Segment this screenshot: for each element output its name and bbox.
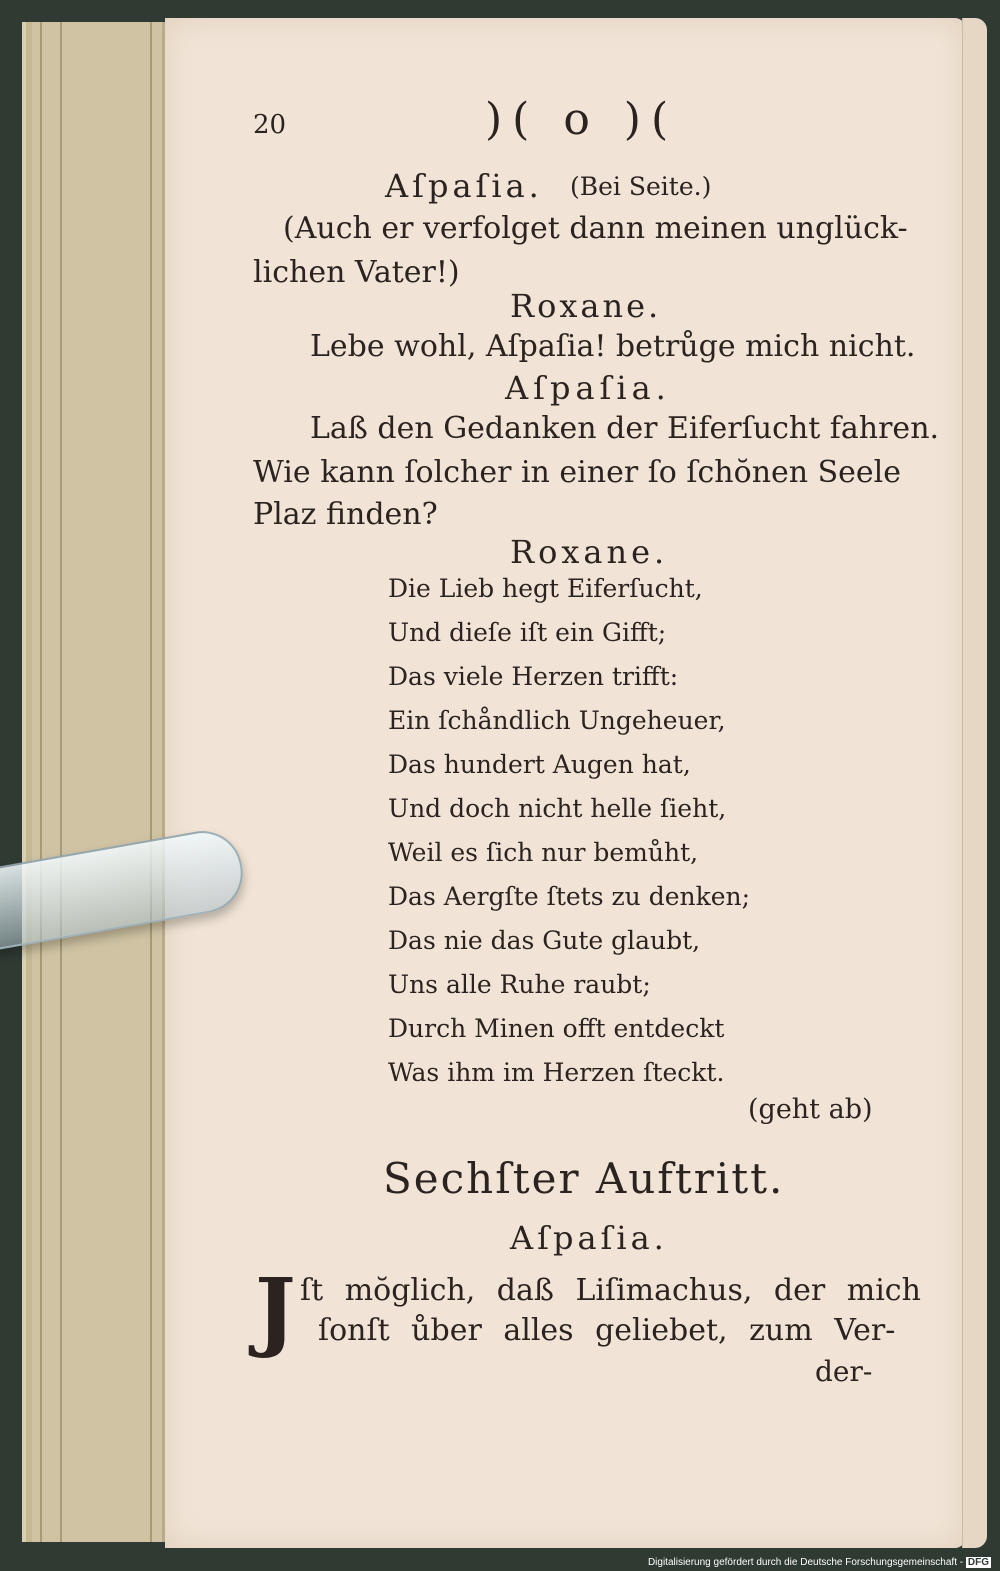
page-number: 20 [253, 110, 287, 140]
speaker-name: Roxane. [510, 533, 669, 571]
verse-line: Die Lieb hegt Eiferſucht, [388, 574, 703, 603]
verse-line: Uns alle Ruhe raubt; [388, 970, 651, 999]
verse-line: Das nie das Gute glaubt, [388, 926, 701, 955]
verse-line: Und dieſe iſt ein Gifft; [388, 618, 667, 647]
header-ornament: )( o )( [485, 94, 679, 145]
verse-line: Weil es ſich nur bemůht, [388, 838, 699, 867]
page-edge-line [150, 22, 152, 1542]
speaker-name: Roxane. [510, 287, 662, 325]
speaker-name: Aſpaſia. [510, 1219, 668, 1257]
verse-line: Was ihm im Herzen ſteckt. [388, 1058, 725, 1087]
page-right-edge [962, 18, 987, 1548]
digitization-credit [645, 1556, 994, 1569]
stage-aside: (Bei Seite.) [570, 172, 712, 201]
verse-line: Das Aergſte ſtets zu denken; [388, 882, 751, 911]
dialogue-line: lichen Vater!) [253, 255, 460, 290]
dialogue-line: Laß den Gedanken der Eiferſucht fahren. [310, 411, 940, 446]
paragraph-line: ſt mŏglich, daß Liſimachus, der mich [300, 1273, 921, 1308]
dialogue-line: Wie kann ſolcher in einer ſo ſchŏnen Seele [253, 455, 902, 490]
verse-line: Das hundert Augen hat, [388, 750, 691, 779]
catchword: der- [815, 1355, 873, 1388]
dfg-logo: DFG [967, 1557, 989, 1568]
dialogue-line: Plaz finden? [253, 497, 438, 532]
credit-text: Digitalisierung gefördert durch die Deutsche Forschungsgemeinschaft - [647, 1557, 964, 1568]
scene-title: Sechſter Auftritt. [383, 1154, 785, 1203]
dialogue-line: Lebe wohl, Aſpaſia! betrůge mich nicht. [310, 329, 916, 364]
verse-line: Durch Minen offt entdeckt [388, 1014, 725, 1043]
speaker-name: Aſpaſia. [385, 167, 543, 205]
page-edge-line [40, 22, 42, 1542]
book-page-stack [22, 22, 168, 1542]
verse-line: Und doch nicht helle ſieht, [388, 794, 727, 823]
dialogue-line: (Auch er verfolget dann meinen unglück- [283, 211, 908, 246]
stage-direction: (geht ab) [748, 1094, 873, 1125]
drop-cap: J [255, 1260, 296, 1361]
speaker-name: Aſpaſia. [505, 369, 671, 407]
verse-line: Ein ſchåndlich Ungeheuer, [388, 706, 726, 735]
paragraph-line: ſonſt ůber alles geliebet, zum Ver- [318, 1313, 896, 1348]
page-edge-line [60, 22, 62, 1542]
verse-line: Das viele Herzen trifft: [388, 662, 679, 691]
